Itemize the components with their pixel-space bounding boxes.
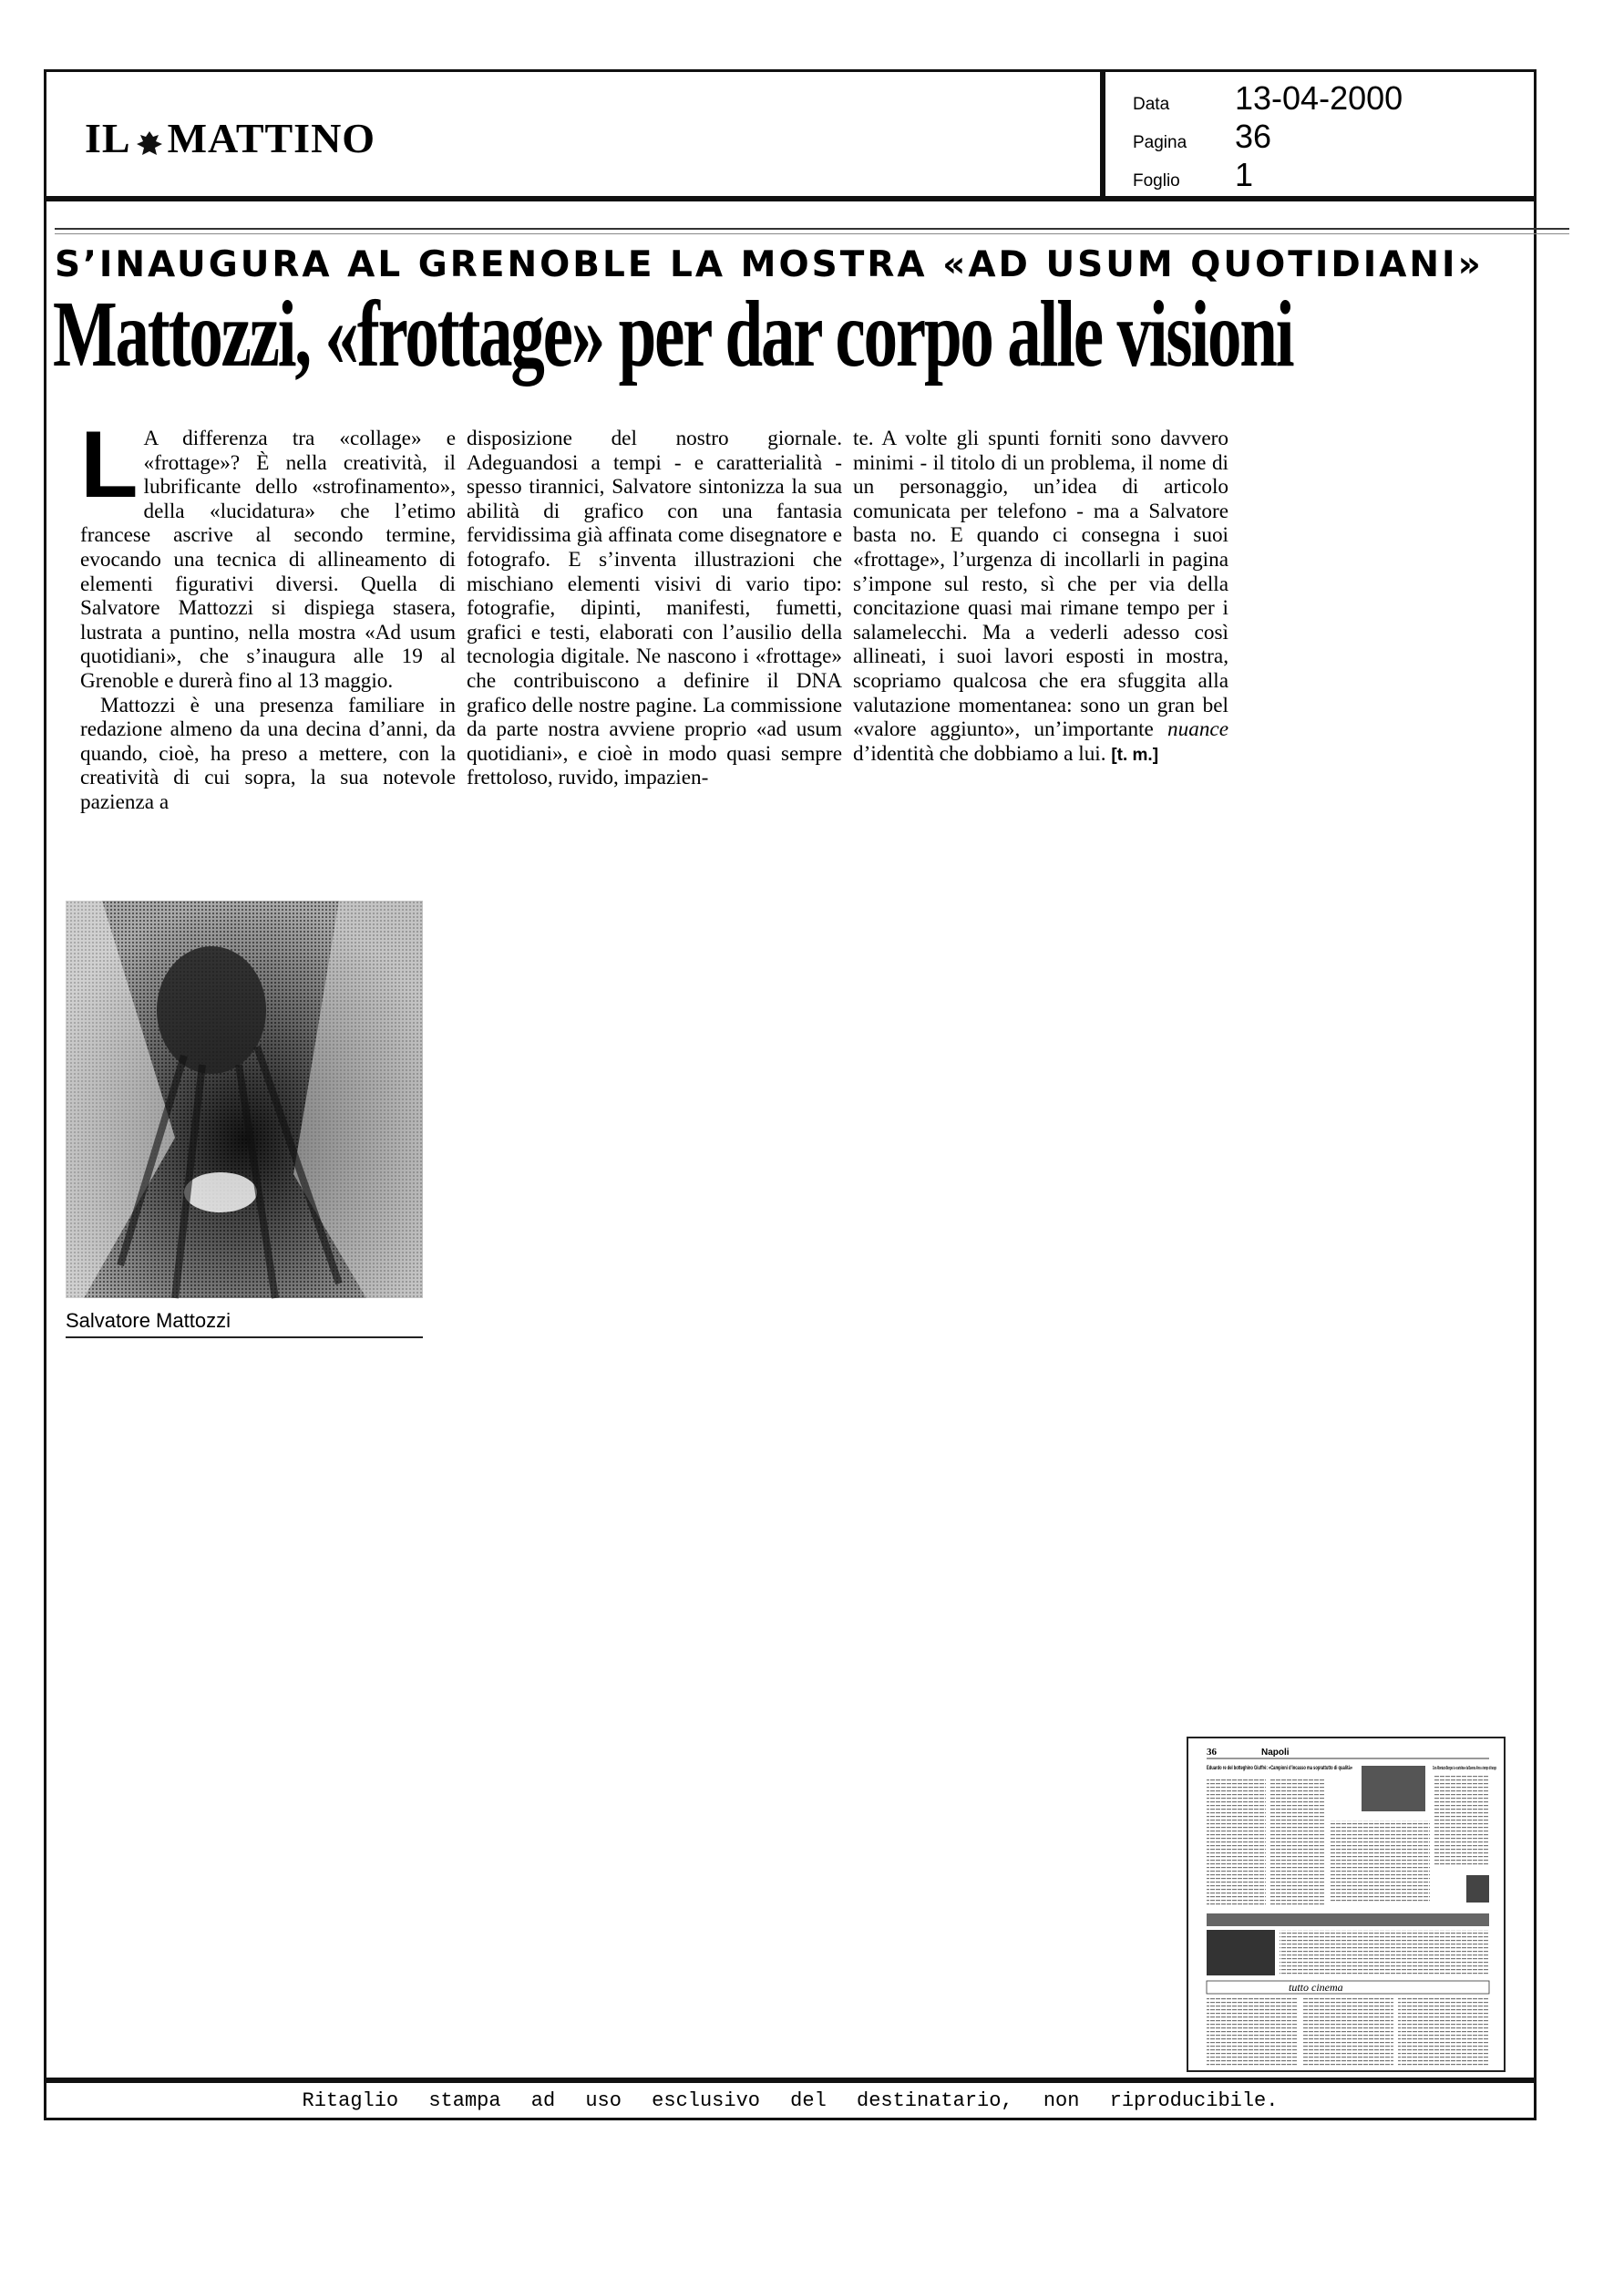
- divider: [55, 228, 1569, 230]
- article-kicker: S’INAUGURA AL GRENOBLE LA MOSTRA «AD USUM QUOTIDIANI»: [55, 244, 1484, 285]
- thumb-headline-right: Con Albertazzi-Borges la «cartolina» da Buenos Aires a tempo di tango: [1433, 1766, 1496, 1771]
- divider: [55, 233, 1569, 234]
- thumb-headline-left: Eduardo re del botteghino Giuffrè: «Campioni d’incasso ma soprattutto di qualità»: [1207, 1766, 1353, 1771]
- author-signature: [t. m.]: [1111, 745, 1159, 765]
- meta-date: Data 13-04-2000: [1133, 79, 1403, 117]
- thumb-section: Napoli: [1261, 1748, 1290, 1758]
- article-column-2: disposizione del nostro giornale. Adeguandosi a tempi - e caratterialità - spesso tirannici, Salvatore sintonizza la sua abilità di grafico con una fantasia fervidissima già affinata come disegnatore e fotografo. E s’inventa illustrazioni che mischiano elementi visivi di vario tipo: fotografie, dipinti, manifesti, fumetti, grafici e testi, elaborati con l’ausilio della tecnologia digitale. Ne nascono i «frottage» che contribuiscono a definire il DNA grafico delle nostre pagine. La commissione da parte nostra avviene proprio «ad usum quotidiani», e cioè in modo quasi sempre frettoloso, ruvido, impazien-: [467, 427, 842, 790]
- article-headline: Mattozzi, «frottage» per dar corpo alle visioni: [53, 282, 1293, 387]
- photo-caption: Salvatore Mattozzi: [66, 1309, 423, 1338]
- page-thumbnail: [1187, 1737, 1506, 2072]
- masthead-box: [44, 69, 1103, 199]
- meta-page: Pagina 36: [1133, 118, 1272, 155]
- thumb-banner: tutto cinema: [1289, 1981, 1343, 1994]
- logo-text-left: IL: [85, 115, 131, 161]
- newspaper-logo: [85, 114, 375, 162]
- rooster-icon: [133, 122, 166, 155]
- clipping-metadata: [1103, 69, 1537, 199]
- thumb-page-number: 36: [1207, 1747, 1217, 1758]
- drop-cap: L: [80, 412, 139, 518]
- logo-text-right: MATTINO: [167, 115, 376, 161]
- footer-disclaimer: Ritaglio stampa ad uso esclusivo del destinatario, non riproducibile.: [44, 2080, 1537, 2120]
- article-column-3: te. A volte gli spunti forniti sono davvero minimi - il titolo di un problema, il nome di un personaggio, un’idea di articolo comunicata per telefono - ma a Salvatore basta no. E quando ci consegna i suoi «frottage», l’urgenza di incollarli in pagina s’impone sul resto, sì che per via della concitazione quasi mai rimane tempo per i salamelecchi. Ma a vederli adesso così allineati, i suoi lavori esposti in mostra, scopriamo qualcosa che era sfuggita alla valutazione momentanea: sono un gran bel «valore aggiunto», un’importante nuance d’identità che dobbiamo a lui. [t. m.]: [853, 427, 1228, 766]
- portrait-photo: [66, 901, 423, 1298]
- article-column-1: L A differenza tra «collage» e «frottage»? È nella creatività, il lubrificante dello «strofinamento», della «lucidatura» che l’etimo francese ascrive al secondo termine, evocando una tecnica di allineamento di elementi figurativi diversi. Quella di Salvatore Mattozzi si dispiega stasera, lustrata a puntino, nella mostra «Ad usum quotidiani», che s’inaugura alle 19 al Grenoble e durerà fino al 13 maggio. Mattozzi è una presenza familiare in redazione almeno da una decina d’anni, da quando, cioè, ha preso a mettere, con la creatività di cui sopra, la sua notevole pazienza a: [80, 412, 456, 814]
- meta-sheet: Foglio 1: [1133, 156, 1254, 193]
